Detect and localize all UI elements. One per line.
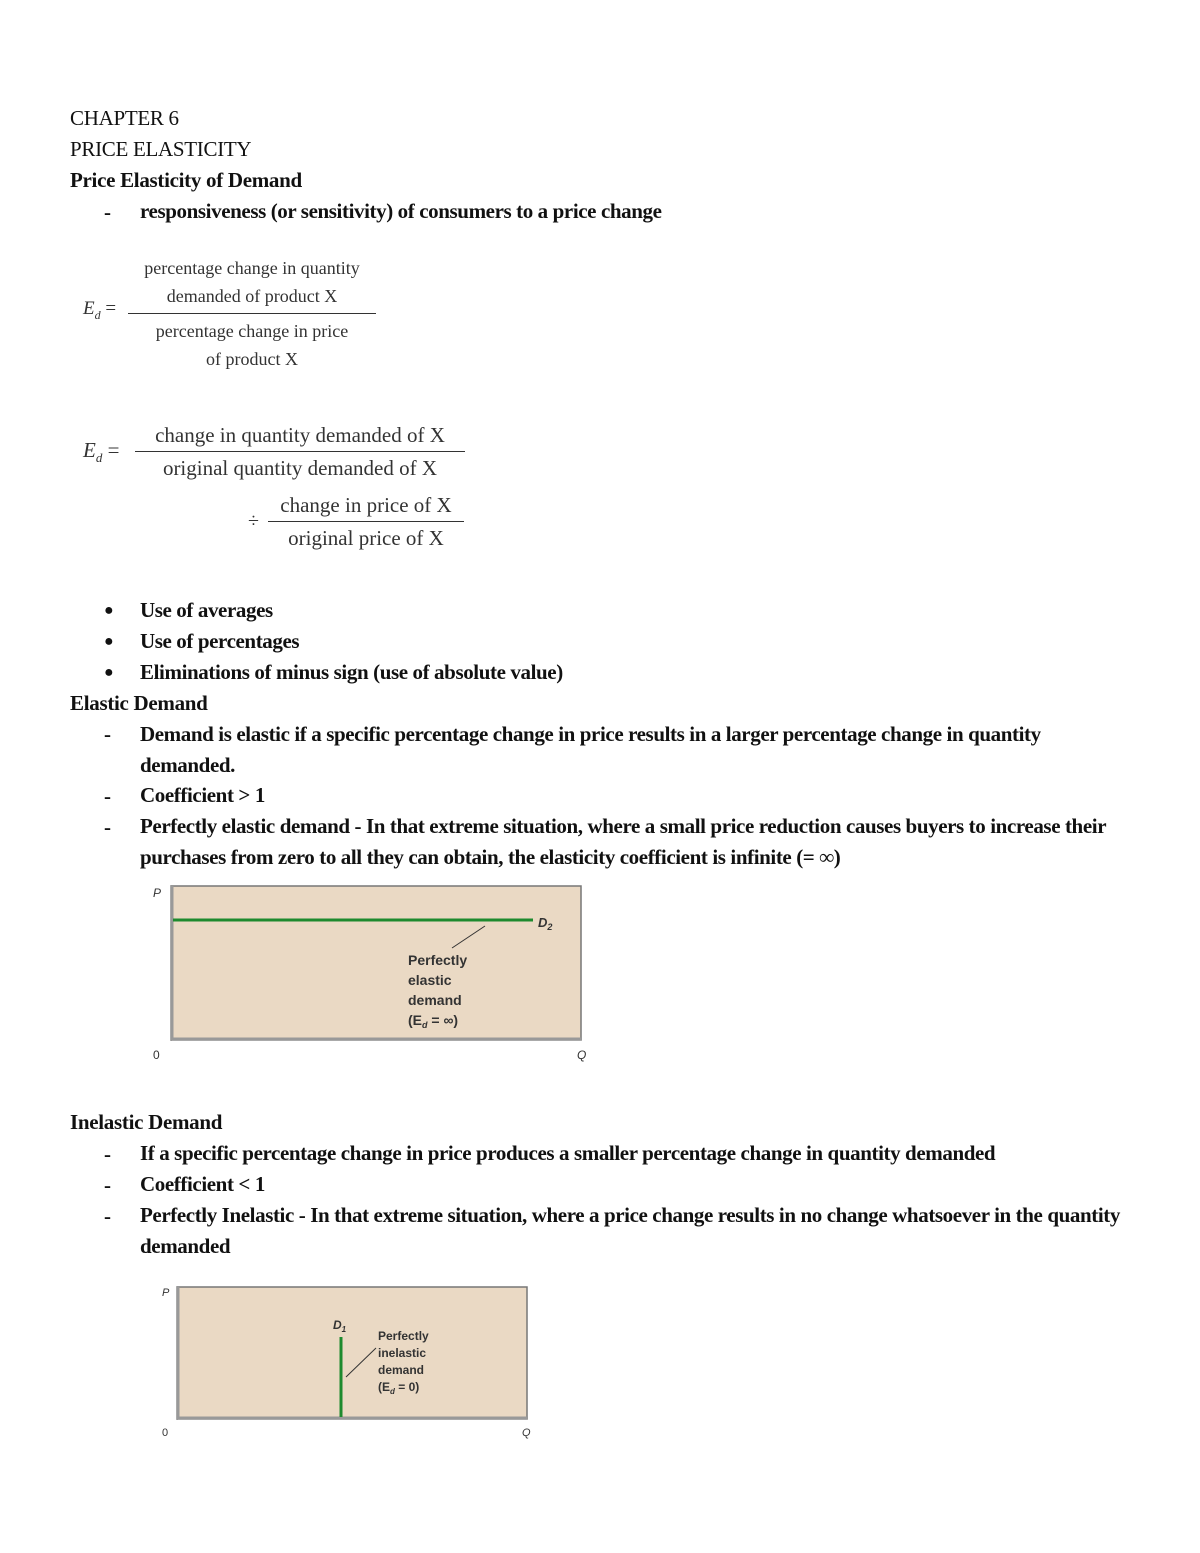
note-item: Eliminations of minus sign (use of absolute value)	[140, 660, 563, 684]
axis-q-label: Q	[522, 1427, 531, 1439]
note-item: Use of averages	[140, 598, 273, 622]
chapter-title: CHAPTER 6	[70, 106, 179, 130]
item-rest: - In that extreme situation, where a price change results in no change whatsoever in the quantity demanded	[140, 1203, 1120, 1258]
definition-item: responsiveness (or sensitivity) of consumers to a price change	[140, 199, 662, 223]
axis-q-label: Q	[577, 1048, 587, 1062]
formula-lhs: $E_d$ =	[83, 298, 117, 322]
annotation-line: elastic	[408, 972, 452, 988]
formula-fraction-price: change in price of X original price of X	[268, 490, 464, 553]
formula-ratio	[80, 420, 480, 560]
elastic-item: Coefficient > 1	[140, 783, 265, 807]
bullet-dot: ●	[104, 602, 114, 619]
section-heading-price-elasticity: Price Elasticity of Demand	[70, 168, 302, 192]
annotation-line: Perfectly	[408, 952, 468, 968]
formula-fraction-quantity: change in quantity demanded of X original quantity demanded of X	[135, 420, 465, 483]
axis-origin-label: 0	[153, 1048, 160, 1062]
axis-p-label: P	[153, 886, 162, 900]
annotation-line: $(E_d = 0)$	[378, 1380, 420, 1396]
dash-marker: -	[104, 200, 111, 224]
dash-marker: -	[104, 1142, 111, 1166]
annotation-line: ($E_d$ = ∞)	[408, 1012, 459, 1030]
dash-marker: -	[104, 1204, 111, 1228]
note-item: Use of percentages	[140, 629, 300, 653]
graph-area	[171, 886, 581, 1040]
item-bold: Perfectly elastic demand	[140, 814, 350, 838]
dash-marker: -	[104, 815, 111, 839]
axis-p-label: P	[162, 1287, 170, 1299]
chapter-subtitle: PRICE ELASTICITY	[70, 137, 252, 161]
dash-marker: -	[104, 1173, 111, 1197]
inelastic-item	[140, 1200, 1130, 1262]
item-bold: Perfectly Inelastic	[140, 1203, 294, 1227]
annotation-line: inelastic	[378, 1346, 427, 1360]
elastic-item	[140, 811, 1130, 873]
inelastic-item: Coefficient < 1	[140, 1172, 265, 1196]
section-heading-elastic: Elastic Demand	[70, 691, 208, 715]
annotation-line: demand	[378, 1363, 425, 1377]
axis-origin-label: 0	[162, 1427, 169, 1439]
dash-marker: -	[104, 722, 111, 746]
dash-marker: -	[104, 784, 111, 808]
graph-area	[177, 1287, 527, 1419]
bullet-dot: ●	[104, 633, 114, 650]
curve-label: $D_2$	[538, 915, 553, 932]
formula-lhs: $E_d$ =	[83, 438, 120, 466]
inelastic-demand-graph	[150, 1280, 550, 1445]
annotation-line: Perfectly	[378, 1329, 429, 1343]
curve-label: $D_1$	[333, 1318, 347, 1334]
elastic-demand-graph	[140, 878, 600, 1068]
inelastic-item: If a specific percentage change in price produces a smaller percentage change in quantity demanded	[140, 1141, 996, 1165]
formula-percentage	[80, 250, 400, 370]
section-heading-inelastic: Inelastic Demand	[70, 1110, 223, 1134]
item-rest: - In that extreme situation, where a small price reduction causes buyers to increase their purchases from zero to all they can obtain, the elasticity coefficient is infinite (= ∞)	[140, 814, 1106, 869]
divide-sign: ÷	[248, 510, 259, 532]
bullet-dot: ●	[104, 664, 114, 681]
elastic-item: Demand is elastic if a specific percentage change in price results in a larger percentage change in quantity demanded.	[140, 722, 1041, 777]
formula-fraction: percentage change in quantity demanded of product X percentage change in price of product X	[128, 254, 376, 373]
annotation-line: demand	[408, 992, 462, 1008]
